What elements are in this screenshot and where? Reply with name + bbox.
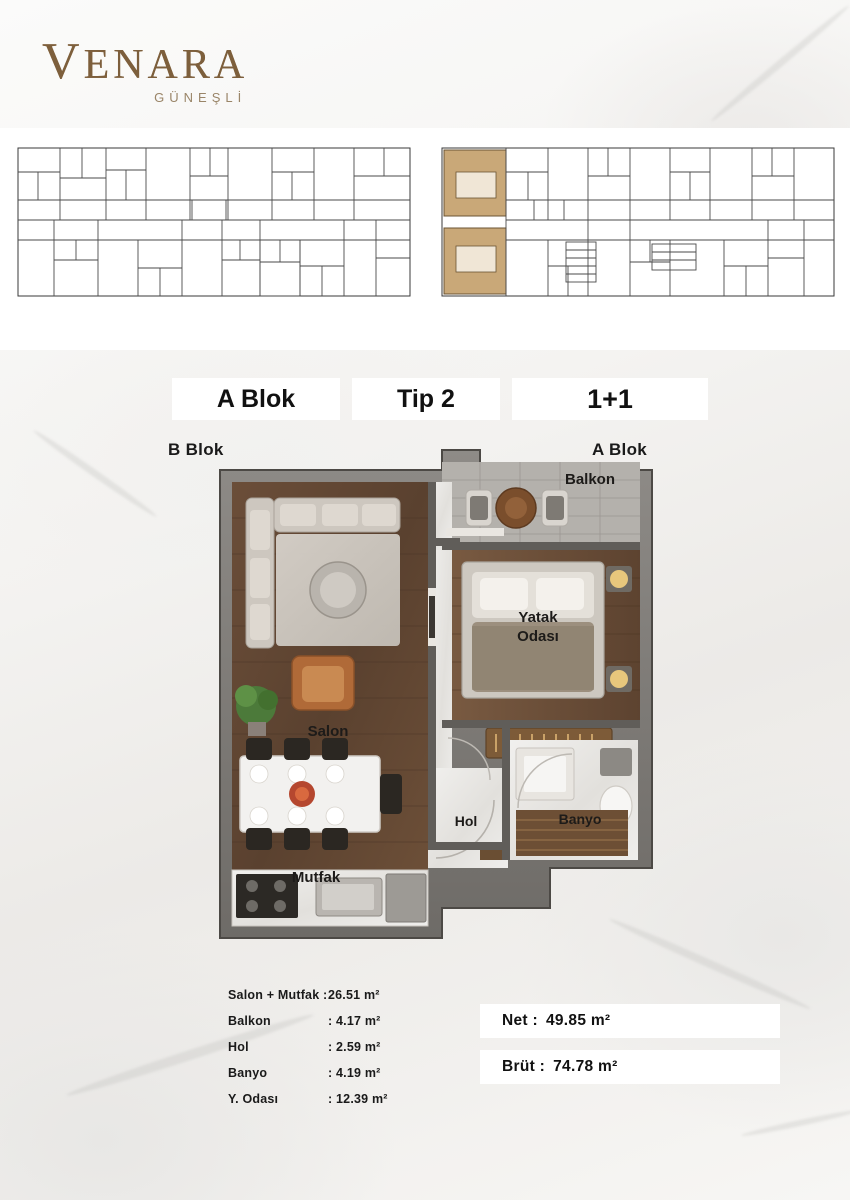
area-name: Y. Odası — [228, 1092, 279, 1106]
area-value: : 2.59 m² — [328, 1040, 381, 1054]
label-yatak-odasi-line2: Odası — [517, 628, 559, 645]
area-row — [228, 1066, 418, 1080]
title-blok-chip: A Blok — [172, 378, 340, 420]
banyo-area — [510, 740, 638, 860]
title-tip-chip: Tip 2 — [352, 378, 500, 420]
key-plan-b-blok-drawing — [14, 142, 414, 302]
area-name: Banyo — [228, 1066, 268, 1080]
title-type-chip: 1+1 — [512, 378, 708, 420]
net-area-box — [480, 1004, 780, 1038]
label-balkon: Balkon — [564, 471, 616, 488]
gross-area-label: Brüt : — [502, 1058, 546, 1075]
brand-name-rest: ENARA — [83, 42, 249, 88]
area-row — [228, 1040, 418, 1054]
marble-vein — [32, 428, 159, 520]
label-salon: Salon — [307, 723, 349, 740]
floor-plan-render[interactable] — [180, 438, 680, 958]
brand-name-initial: V — [42, 33, 84, 90]
marble-vein — [741, 1108, 850, 1139]
area-row — [228, 1092, 418, 1106]
floor-plan-drawing — [180, 438, 680, 958]
brand-subtitle: GÜNEŞLİ — [154, 90, 247, 105]
area-table — [228, 988, 418, 1118]
marble-vein — [709, 3, 850, 124]
label-hol: Hol — [454, 813, 478, 829]
area-value: : 4.17 m² — [328, 1014, 381, 1028]
area-name: Hol — [228, 1040, 249, 1054]
area-value: : 4.19 m² — [328, 1066, 381, 1080]
area-value: 26.51 m² — [328, 988, 380, 1002]
area-value: : 12.39 m² — [328, 1092, 388, 1106]
area-name: Balkon — [228, 1014, 271, 1028]
label-mutfak: Mutfak — [291, 869, 341, 886]
area-row — [228, 1014, 418, 1028]
brand-logo — [42, 33, 249, 105]
key-plan-a-blok-label: A Blok — [592, 440, 648, 459]
brand-name — [42, 33, 249, 90]
gross-area-value: 74.78 m² — [553, 1058, 618, 1075]
key-plan-b-blok[interactable] — [14, 142, 414, 302]
key-plan-a-blok-drawing — [438, 142, 838, 302]
net-area-label: Net : — [502, 1012, 538, 1029]
area-name: Salon + Mutfak : — [228, 988, 328, 1002]
gross-area-box — [480, 1050, 780, 1084]
area-row — [228, 988, 418, 1002]
key-plan-b-blok-label: B Blok — [168, 440, 224, 459]
label-yatak-odasi-line1: Yatak — [518, 609, 558, 626]
label-banyo: Banyo — [558, 811, 602, 827]
net-area-value: 49.85 m² — [545, 1012, 611, 1029]
key-plan-a-blok[interactable] — [438, 142, 838, 302]
